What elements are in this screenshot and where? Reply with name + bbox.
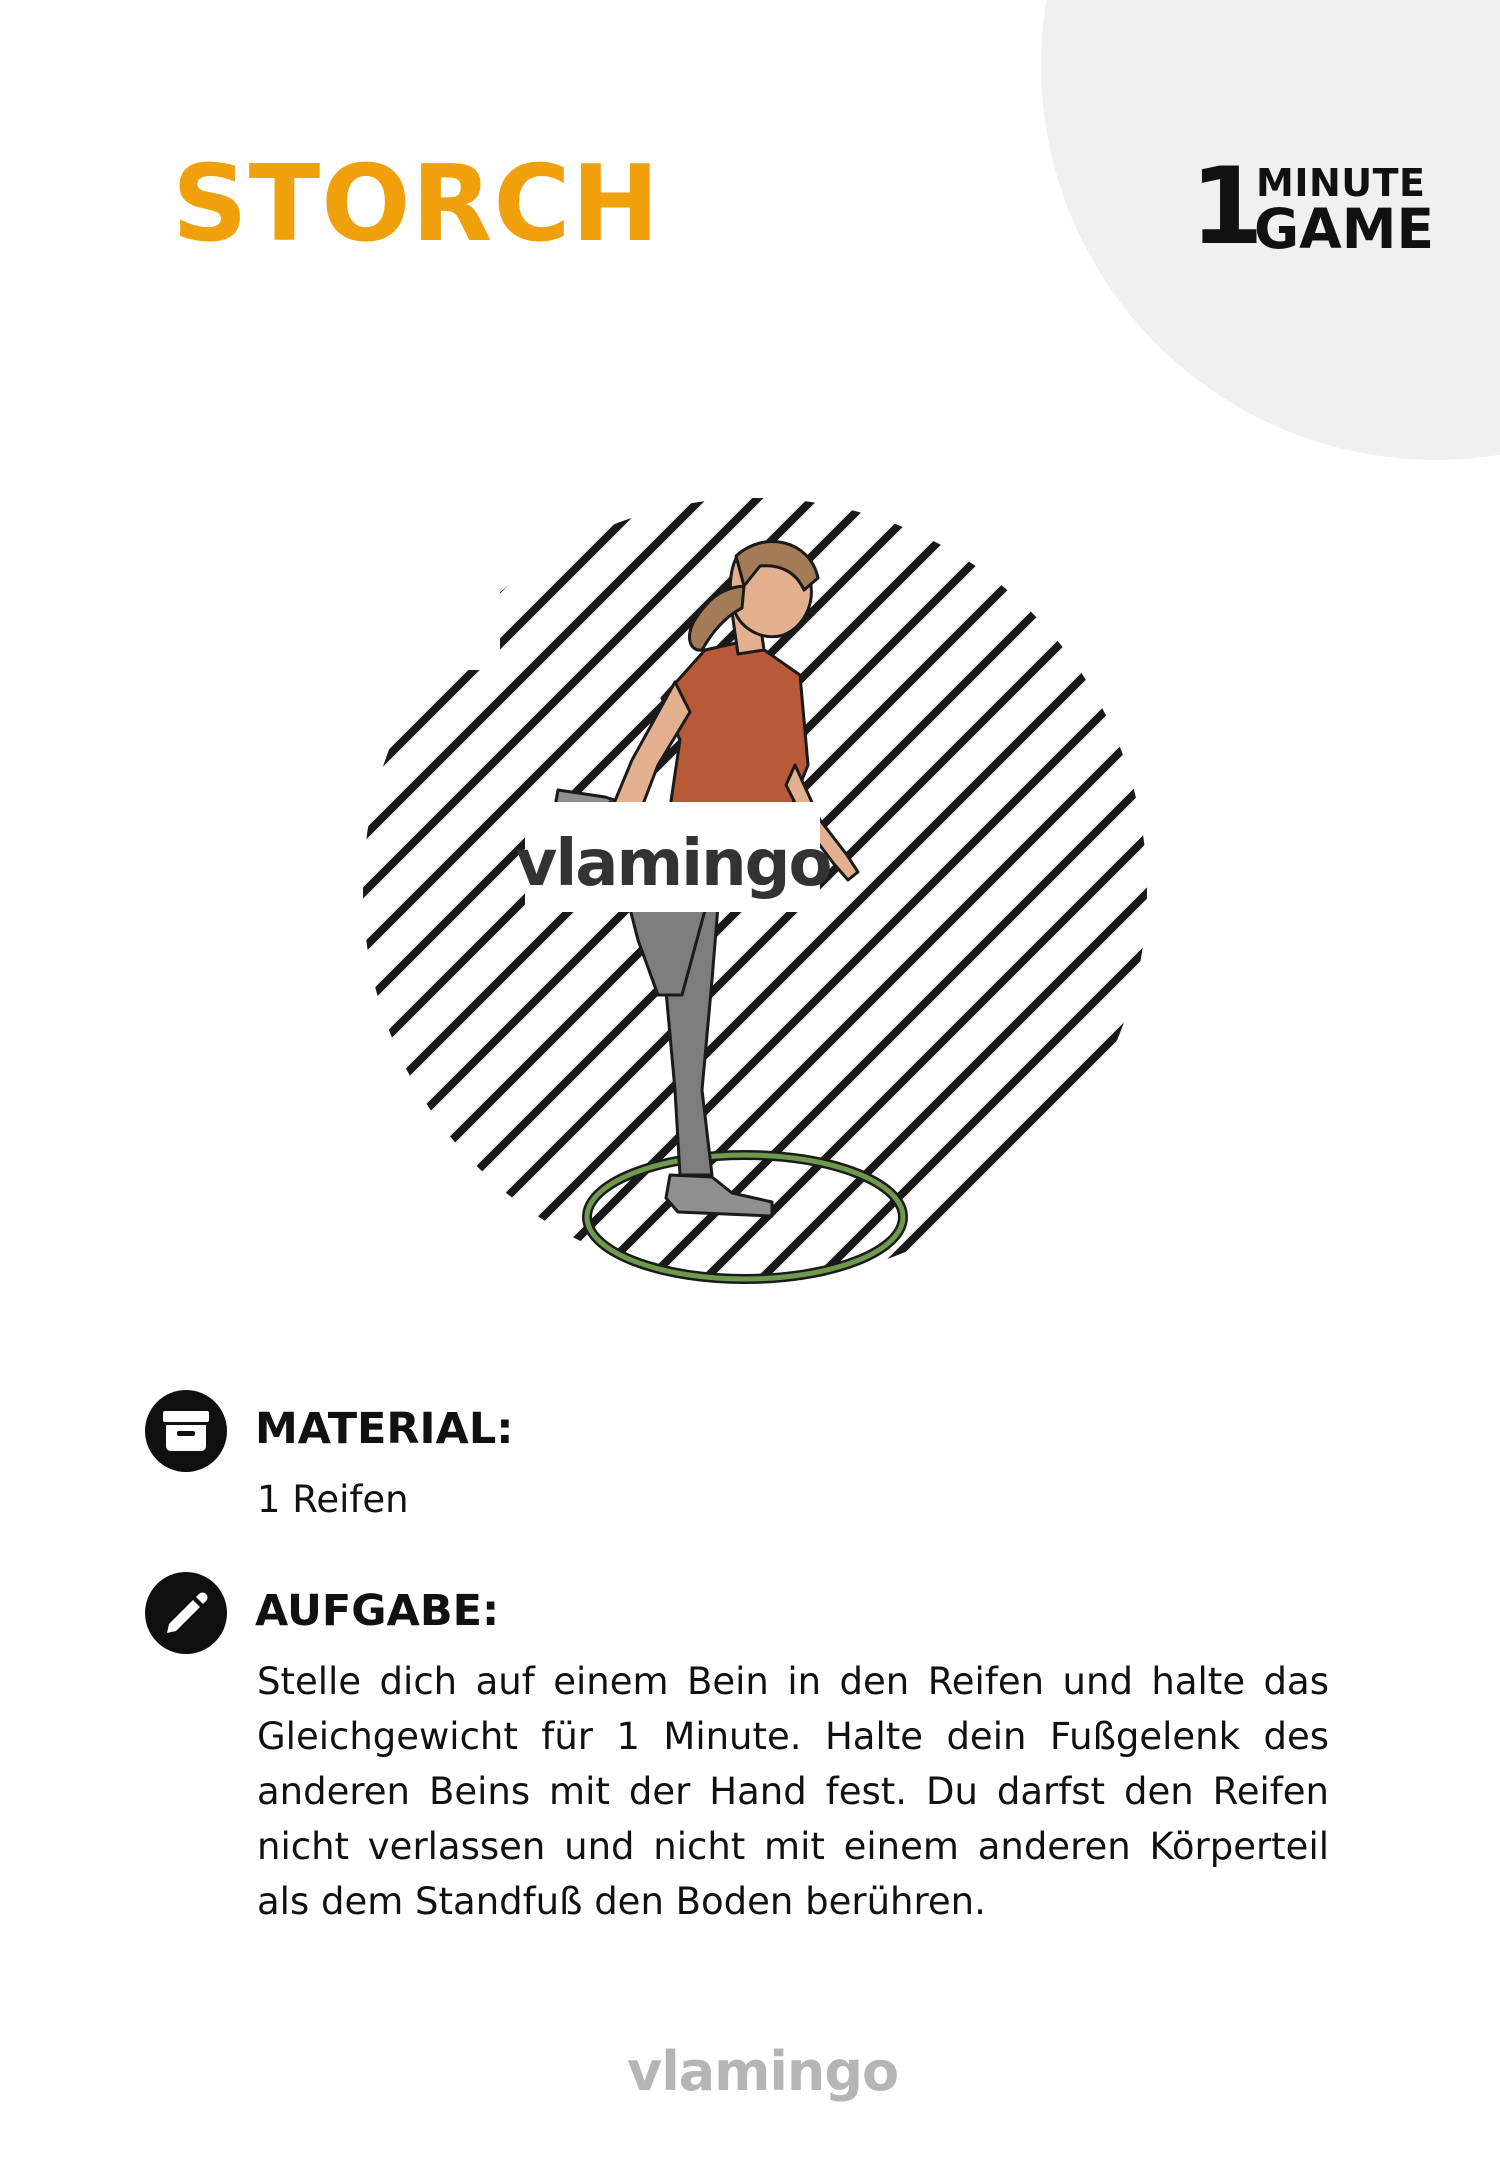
badge-line-game: GAME <box>1254 197 1435 261</box>
material-text: 1 Reifen <box>257 1478 409 1521</box>
watermark-logo: vlamingo <box>515 827 831 901</box>
one-minute-game-badge <box>1190 145 1435 268</box>
pencil-icon <box>145 1572 227 1654</box>
badge-line-minute: MINUTE <box>1256 161 1426 205</box>
task-heading: AUFGABE: <box>255 1586 500 1636</box>
card-title: STORCH <box>172 143 661 265</box>
archive-box-icon <box>145 1390 227 1472</box>
footer-logo: vlamingo <box>627 2040 899 2103</box>
material-heading: MATERIAL: <box>255 1404 514 1454</box>
badge-number: 1 <box>1190 145 1264 268</box>
task-text: Stelle dich auf einem Bein in den Reifen und halte das Gleichgewicht für 1 Minute. Halte dein Fußgelenk des anderen Beins mit der Hand fest. Du darfst den Reifen nicht verlassen und nicht mit einem anderen Körperteil als dem Standfuß den Boden berühren. <box>257 1660 1329 1923</box>
exercise-illustration <box>340 440 1160 1320</box>
